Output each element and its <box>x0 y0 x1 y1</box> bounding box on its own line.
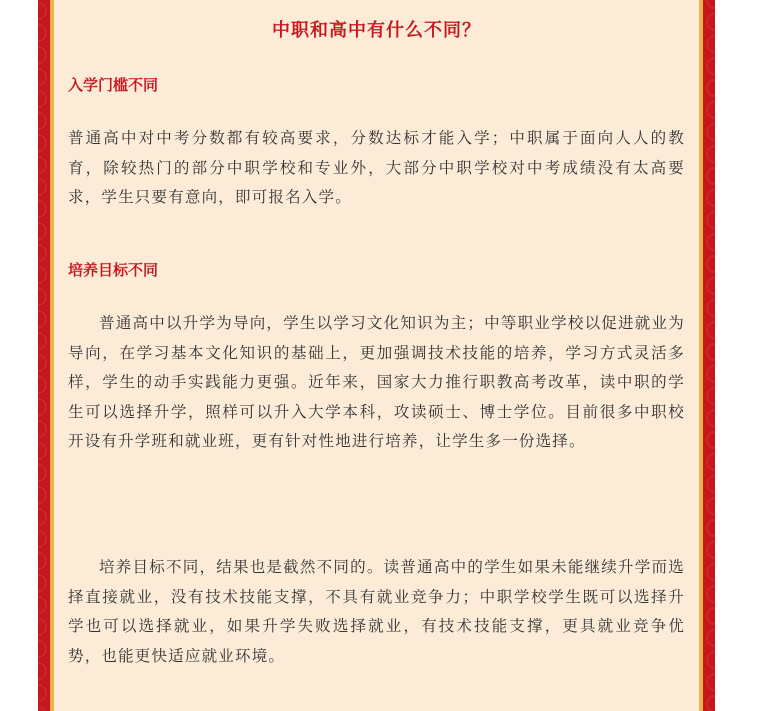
gold-border-right <box>699 0 703 711</box>
paragraph-goals-2: 培养目标不同，结果也是截然不同的。读普通高中的学生如果未能继续升学而选择直接就业，没有技术技能支撑，不具有就业竞争力；中职学校学生既可以选择升学也可以选择就业，如果升学失败选择就业，有技术技能支撑，更具就业竞争优势，也能更快适应就业环境。 <box>68 558 685 665</box>
section-heading-goals: 培养目标不同 <box>68 261 159 279</box>
article-body <box>54 0 699 711</box>
page-title: 中职和高中有什么不同？ <box>272 20 481 41</box>
paragraph-goals-1: 普通高中以升学为导向，学生以学习文化知识为主；中等职业学校以促进就业为导向，在学习基本文化知识的基础上，更加强调技术技能的培养，学习方式灵活多样，学生的动手实践能力更强。近年来，国家大力推行职教高考改革，读中职的学生可以选择升学，照样可以升入大学本科，攻读硕士、博士学位。目前很多中职校开设有升学班和就业班，更有针对性地进行培养，让学生多一份选择。 <box>68 314 685 450</box>
section-heading-admission: 入学门槛不同 <box>68 76 159 94</box>
paragraph-admission: 普通高中对中考分数都有较高要求，分数达标才能入学；中职属于面向人人的教育，除较热门的部分中职学校和专业外，大部分中职学校对中考成绩没有太高要求，学生只要有意向，即可报名入学。 <box>68 129 685 206</box>
